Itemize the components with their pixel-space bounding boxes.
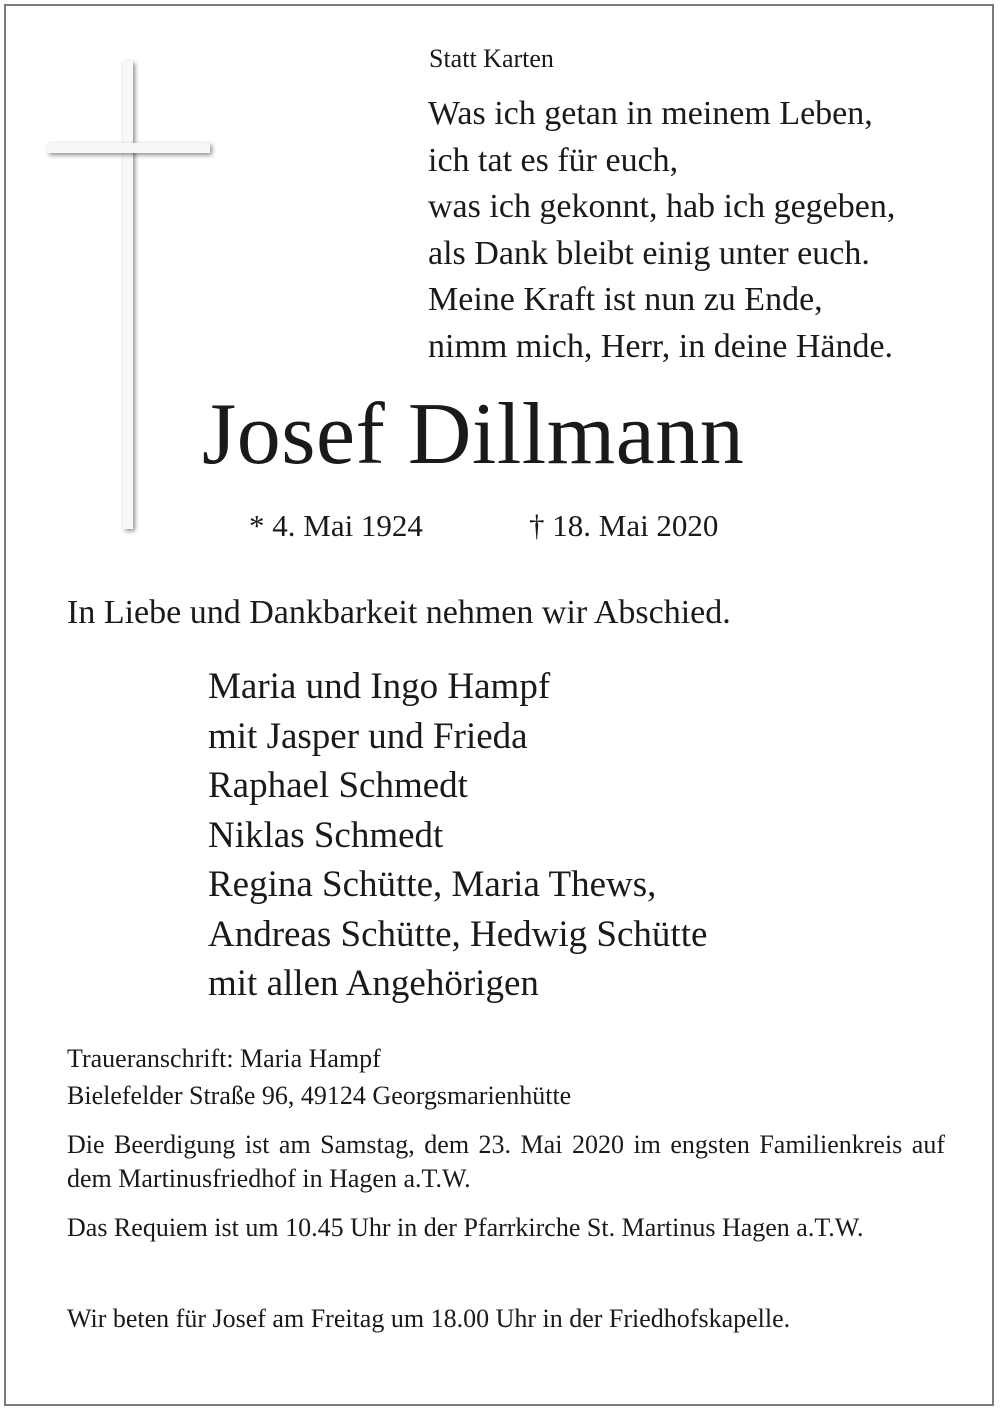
mourners-list bbox=[208, 662, 707, 1009]
funeral-notice: Die Beerdigung ist am Samstag, dem 23. Mai 2020 im engsten Familienkreis auf dem Martinusfriedhof in Hagen a.T.W. bbox=[67, 1130, 945, 1193]
obituary-card bbox=[4, 4, 994, 1406]
mourner-line: Niklas Schmedt bbox=[208, 814, 444, 856]
mourning-address bbox=[67, 1040, 571, 1114]
farewell-line: In Liebe und Dankbarkeit nehmen wir Abschied. bbox=[67, 594, 731, 631]
poem-line: als Dank bleibt einig unter euch. bbox=[428, 234, 870, 272]
cross-horizontal-beam bbox=[47, 143, 210, 153]
poem-line: nimm mich, Herr, in deine Hände. bbox=[428, 327, 894, 365]
mourner-line: Regina Schütte, Maria Thews, bbox=[208, 864, 657, 905]
poem-line: was ich gekonnt, hab ich gegeben, bbox=[428, 188, 896, 225]
death-date: † 18. Mai 2020 bbox=[529, 508, 719, 543]
prayer-notice: Wir beten für Josef am Freitag um 18.00 Uhr in der Friedhofskapelle. bbox=[67, 1304, 791, 1333]
statt-karten-note: Statt Karten bbox=[429, 44, 554, 73]
poem-line: ich tat es für euch, bbox=[428, 141, 679, 179]
cross-vertical-beam bbox=[123, 61, 133, 529]
mourner-line: mit Jasper und Frieda bbox=[208, 715, 528, 757]
poem-line: Was ich getan in meinem Leben, bbox=[428, 95, 873, 132]
deceased-name: Josef Dillmann bbox=[202, 386, 745, 483]
poem bbox=[428, 91, 895, 370]
mourner-line: Raphael Schmedt bbox=[208, 765, 468, 806]
address-line: Bielefelder Straße 96, 49124 Georgsmarienhütte bbox=[67, 1081, 572, 1110]
mourner-line: Maria und Ingo Hampf bbox=[208, 666, 551, 707]
birth-date: * 4. Mai 1924 bbox=[249, 508, 423, 543]
requiem-notice: Das Requiem ist um 10.45 Uhr in der Pfarrkirche St. Martinus Hagen a.T.W. bbox=[67, 1213, 864, 1242]
mourner-line: mit allen Angehörigen bbox=[208, 963, 539, 1004]
poem-line: Meine Kraft ist nun zu Ende, bbox=[428, 281, 823, 318]
address-line: Traueranschrift: Maria Hampf bbox=[67, 1044, 381, 1073]
mourner-line: Andreas Schütte, Hedwig Schütte bbox=[208, 913, 708, 955]
